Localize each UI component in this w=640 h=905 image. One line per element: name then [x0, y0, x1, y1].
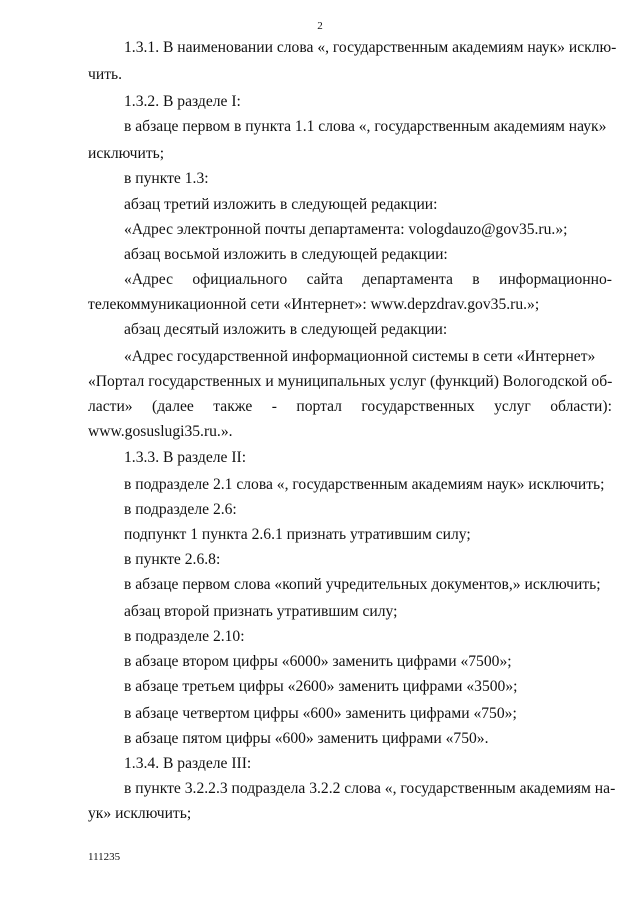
word: государственных — [361, 398, 475, 415]
word: портал — [296, 398, 342, 415]
text-line: абзац второй признать утратившим силу; — [124, 603, 398, 620]
word: департамента — [362, 271, 453, 288]
text-line: в пункте 3.2.2.3 подраздела 3.2.2 слова «, государственным академиям на- — [124, 780, 616, 797]
word: ласти» — [88, 398, 133, 415]
word: «Адрес — [124, 271, 174, 288]
text-line: 1.3.1. В наименовании слова «, государственным академиям наук» исклю- — [124, 39, 617, 56]
text-line: в пункте 2.6.8: — [124, 551, 221, 568]
text-line: в подразделе 2.6: — [124, 501, 237, 518]
text-line: «Адрес государственной информационной системы в сети «Интернет» — [124, 348, 596, 365]
text-line: в абзаце третьем цифры «2600» заменить цифрами «3500»; — [124, 678, 518, 695]
text-line: абзац десятый изложить в следующей редакции: — [124, 321, 448, 338]
page-number: 2 — [317, 20, 323, 32]
text-line: в пункте 1.3: — [124, 170, 209, 187]
text-line: телекоммуникационной сети «Интернет»: www.depzdrav.gov35.ru.»; — [88, 296, 540, 313]
text-line: в абзаце первом в пункта 1.1 слова «, государственным академиям наук» — [124, 118, 607, 135]
text-line: в подразделе 2.10: — [124, 628, 245, 645]
text-line: «Адрес электронной почты департамента: vologdauzo@gov35.ru.»; — [124, 221, 568, 238]
word: области): — [550, 398, 612, 415]
text-line: www.gosuslugi35.ru.». — [88, 423, 233, 440]
text-line: в абзаце втором цифры «6000» заменить цифрами «7500»; — [124, 653, 512, 670]
word: (далее — [152, 398, 194, 415]
text-line-justified — [88, 397, 612, 416]
text-line: чить. — [88, 66, 123, 83]
text-line: подпункт 1 пункта 2.6.1 признать утратившим силу; — [124, 526, 471, 543]
text-line: «Портал государственных и муниципальных услуг (функций) Вологодской об- — [88, 373, 613, 390]
text-line: абзац третий изложить в следующей редакции: — [124, 196, 438, 213]
text-line: в абзаце пятом цифры «600» заменить цифрами «750». — [124, 730, 489, 747]
text-line: в подразделе 2.1 слова «, государственным академиям наук» исключить; — [124, 476, 605, 493]
text-line: 1.3.4. В разделе III: — [124, 755, 252, 772]
text-line-justified — [124, 270, 612, 289]
text-line: исключить; — [88, 145, 165, 162]
text-line: в абзаце первом слова «копий учредительных документов,» исключить; — [124, 576, 601, 593]
word: официального — [192, 271, 288, 288]
document-code: 111235 — [88, 851, 121, 863]
word: - — [271, 398, 277, 415]
text-line: ук» исключить; — [88, 805, 192, 822]
word: информационно- — [498, 271, 612, 288]
word: сайта — [306, 271, 343, 288]
word: в — [472, 271, 480, 288]
text-line: 1.3.2. В разделе I: — [124, 93, 241, 110]
word: также — [213, 398, 253, 415]
text-line: абзац восьмой изложить в следующей редакции: — [124, 246, 448, 263]
word: услуг — [494, 398, 531, 415]
text-line: в абзаце четвертом цифры «600» заменить цифрами «750»; — [124, 705, 517, 722]
text-line: 1.3.3. В разделе II: — [124, 449, 247, 466]
